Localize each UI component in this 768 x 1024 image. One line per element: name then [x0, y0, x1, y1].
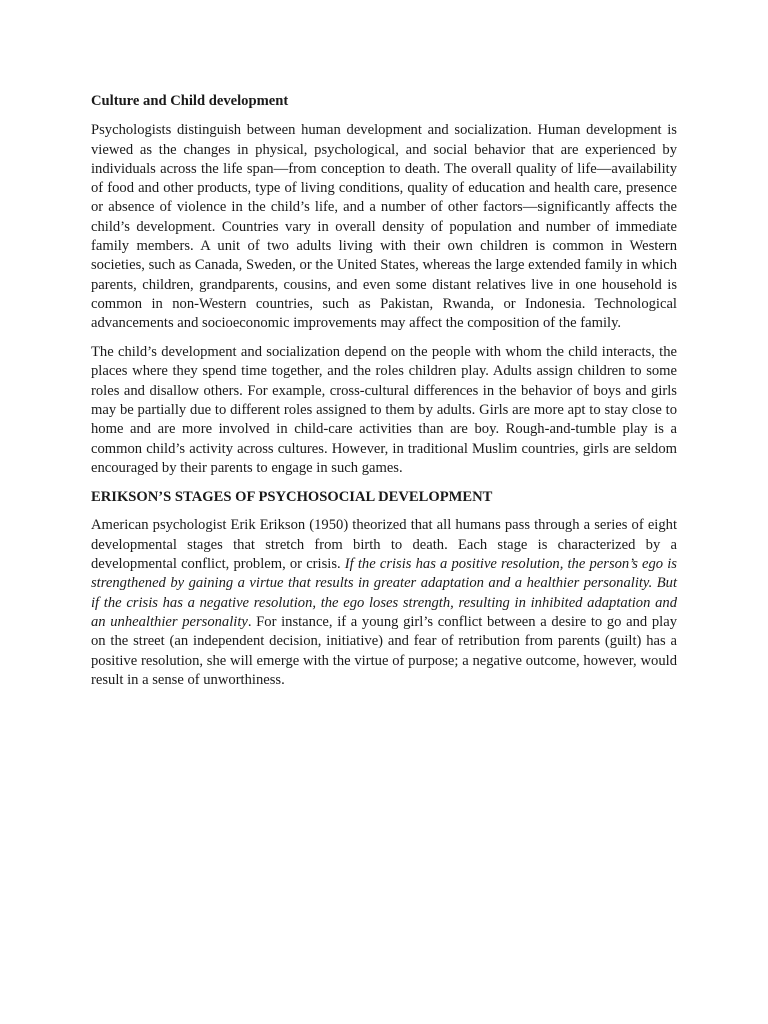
- paragraph-erikson-intro: American psychologist Erik Erikson (1950) theorized that all humans pass through a series of eight developmental stages that stretch from birth to death. Each stage is characterized by a developmental conflict, problem, or crisis.: [91, 517, 677, 573]
- document-page: [91, 92, 677, 700]
- document-title: Culture and Child development: [91, 93, 289, 109]
- section-heading-erikson: ERIKSON’S STAGES OF PSYCHOSOCIAL DEVELOPMENT: [91, 488, 493, 505]
- paragraph-erikson-outro: . For instance, if a young girl’s conflict between a desire to go and play on the street (an independent decision, initiative) and fear of retribution from parents (guilt) has a positive resolution, she will emerge with the virtue of purpose; a negative outcome, however, would result in a sense of unworthiness.: [91, 613, 677, 688]
- paragraph-erikson: [91, 516, 677, 690]
- paragraph-erikson-italic: If the crisis has a positive resolution, the person’s ego is strengthened by gaining a virtue that results in greater adaptation and a healthier personality. But if the crisis has a negative resolution, the ego loses strength, resulting in inhibited adaptation and an unhealthier personality: [91, 556, 677, 630]
- paragraph-socialization: The child’s development and socialization depend on the people with whom the child interacts, the places where they spend time together, and the roles children play. Adults assign children to some roles and disallow others. For example, cross-cultural differences in the behavior of boys and girls may be partially due to different roles assigned to them by adults. Girls are more apt to stay close to home and are more involved in child-care activities than are boy. Rough-and-tumble play is a common child’s activity across cultures. However, in traditional Muslim countries, girls are seldom encouraged by their parents to engage in such games.: [91, 344, 677, 476]
- paragraph-human-development: Psychologists distinguish between human development and socialization. Human development is viewed as the changes in physical, psychological, and social behavior that are experienced by individuals across the life span—from conception to death. The overall quality of life—availability of food and other products, type of living conditions, quality of education and health care, presence or absence of violence in the child’s life, and a number of other factors—significantly affects the child’s development. Countries vary in overall density of population and number of immediate family members. A unit of two adults living with their own children is common in Western societies, such as Canada, Sweden, or the United States, whereas the large extended family in which parents, children, grandparents, cousins, and even some distant relatives live in one household is common in non-Western countries, such as Pakistan, Rwanda, or Indonesia. Technological advancements and socioeconomic improvements may affect the composition of the family.: [91, 122, 677, 332]
